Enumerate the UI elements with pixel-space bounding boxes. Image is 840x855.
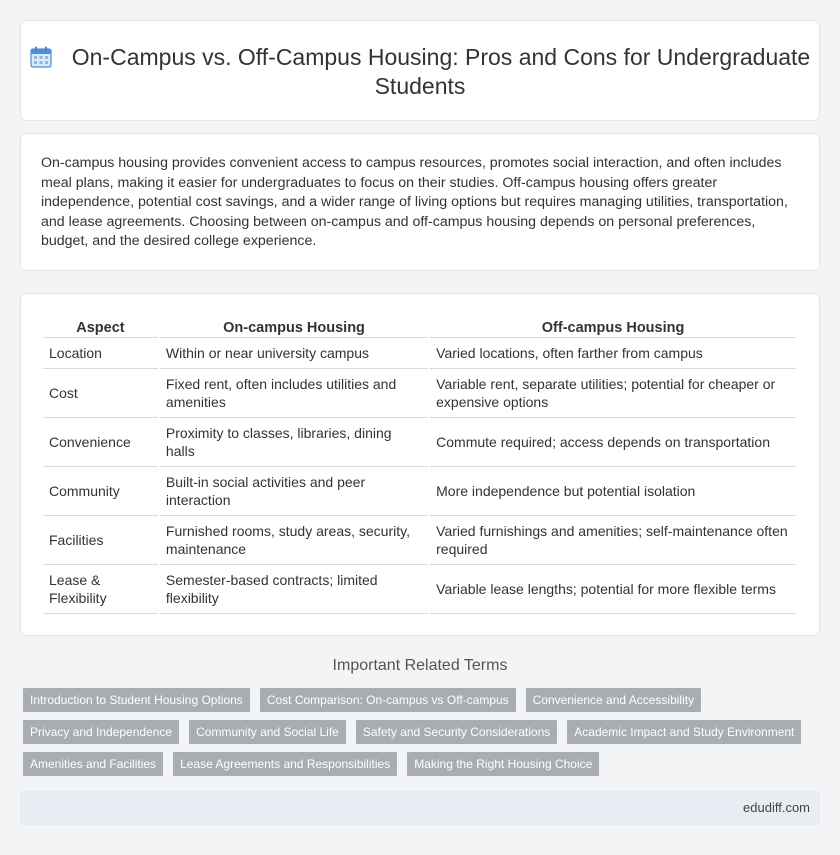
related-term-tag[interactable]: Amenities and Facilities (23, 752, 163, 776)
cell-aspect: Community (43, 467, 158, 516)
related-terms-row-2 (23, 720, 823, 744)
header-card (20, 20, 820, 121)
related-terms-row-3 (23, 752, 823, 776)
cell-off-campus: Commute required; access depends on transportation (430, 418, 796, 467)
related-terms-title: Important Related Terms (332, 657, 508, 674)
table-header-row (43, 315, 796, 338)
cell-aspect: Lease & Flexibility (43, 565, 158, 614)
cell-on-campus: Proximity to classes, libraries, dining halls (160, 418, 428, 467)
cell-aspect: Location (43, 338, 158, 369)
cell-on-campus: Furnished rooms, study areas, security, maintenance (160, 516, 428, 565)
cell-on-campus: Fixed rent, often includes utilities and amenities (160, 369, 428, 418)
calendar-icon (30, 46, 52, 68)
related-term-tag[interactable]: Academic Impact and Study Environment (567, 720, 801, 744)
footer-bar (20, 791, 820, 825)
header-off-campus: Off-campus Housing (430, 315, 796, 338)
table-row (43, 516, 796, 565)
intro-paragraph: On-campus housing provides convenient access to campus resources, promotes social interaction, and often includes meal plans, making it easier for undergraduates to focus on their studies. Off-campus housing offers greater independence, potential cost savings, and a wider range of living options but requires managing utilities, transportation, and lease agreements. Choosing between on-campus and off-campus housing depends on personal preferences, budget, and the desired college experience. (41, 155, 788, 250)
table-row (43, 565, 796, 614)
page-title-text: On-Campus vs. Off-Campus Housing: Pros and Cons for Undergraduate Students (71, 44, 811, 99)
related-term-tag[interactable]: Cost Comparison: On-campus vs Off-campus (260, 688, 516, 712)
cell-off-campus: Varied furnishings and amenities; self-maintenance often required (430, 516, 796, 565)
related-term-tag[interactable]: Making the Right Housing Choice (407, 752, 599, 776)
related-terms-row-1 (23, 688, 823, 712)
comparison-table (41, 315, 798, 614)
cell-off-campus: More independence but potential isolation (430, 467, 796, 516)
cell-off-campus: Variable rent, separate utilities; potential for cheaper or expensive options (430, 369, 796, 418)
table-row (43, 338, 796, 369)
cell-aspect: Cost (43, 369, 158, 418)
page-title (21, 43, 819, 101)
related-term-tag[interactable]: Safety and Security Considerations (356, 720, 557, 744)
related-term-tag[interactable]: Community and Social Life (189, 720, 346, 744)
header-on-campus: On-campus Housing (160, 315, 428, 338)
cell-on-campus: Semester-based contracts; limited flexibility (160, 565, 428, 614)
cell-on-campus: Built-in social activities and peer interaction (160, 467, 428, 516)
related-term-tag[interactable]: Lease Agreements and Responsibilities (173, 752, 397, 776)
cell-aspect: Convenience (43, 418, 158, 467)
header-aspect: Aspect (43, 315, 158, 338)
table-row (43, 418, 796, 467)
cell-off-campus: Variable lease lengths; potential for more flexible terms (430, 565, 796, 614)
cell-off-campus: Varied locations, often farther from campus (430, 338, 796, 369)
comparison-table-card (20, 293, 820, 636)
related-term-tag[interactable]: Convenience and Accessibility (526, 688, 701, 712)
cell-aspect: Facilities (43, 516, 158, 565)
related-term-tag[interactable]: Privacy and Independence (23, 720, 179, 744)
title-wrap (21, 43, 819, 101)
table-row (43, 369, 796, 418)
related-term-tag[interactable]: Introduction to Student Housing Options (23, 688, 250, 712)
table-row (43, 467, 796, 516)
intro-card (20, 133, 820, 271)
footer-site-link[interactable]: edudiff.com (743, 800, 810, 815)
cell-on-campus: Within or near university campus (160, 338, 428, 369)
